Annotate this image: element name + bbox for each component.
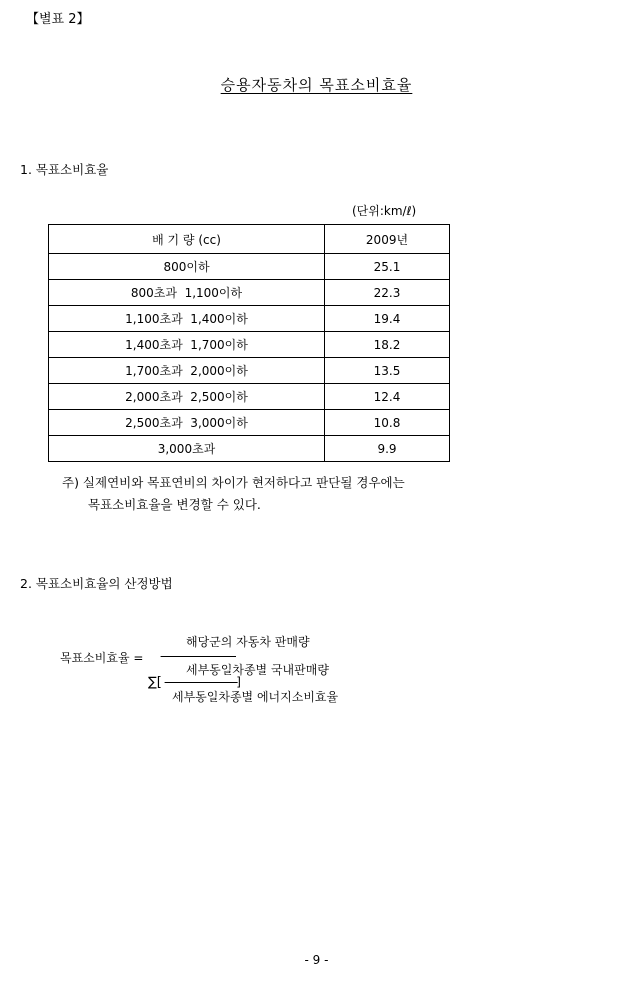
table-row: [49, 410, 450, 436]
note-line-1: 주) 실제연비와 목표연비의 차이가 현저하다고 판단될 경우에는: [62, 475, 405, 490]
efficiency-cell: 13.5: [325, 358, 450, 384]
section1-heading: 1. 목표소비효율: [20, 162, 109, 177]
efficiency-cell: 9.9: [325, 436, 450, 462]
displacement-cell: 3,000초과: [49, 436, 325, 462]
formula-main-fraction-bar: --------------------------------: [160, 649, 235, 663]
page-number: - 9 -: [304, 953, 329, 967]
displacement-cell: 2,000초과 2,500이하: [49, 384, 325, 410]
displacement-cell: 800이하: [49, 254, 325, 280]
efficiency-cell: 19.4: [325, 306, 450, 332]
table-header-displacement: 배 기 량 (cc): [49, 225, 325, 254]
table-row: [49, 436, 450, 462]
table-row: [49, 384, 450, 410]
efficiency-table: [48, 224, 450, 462]
note-line-2: 목표소비효율을 변경할 수 있다.: [88, 497, 261, 512]
formula-numerator: 해당군의 자동차 판매량: [186, 635, 310, 649]
displacement-cell: 1,400초과 1,700이하: [49, 332, 325, 358]
efficiency-cell: 10.8: [325, 410, 450, 436]
document-title: 승용자동차의 목표소비효율: [220, 76, 413, 94]
formula-lhs: 목표소비효율 =: [60, 651, 144, 665]
displacement-cell: 1,700초과 2,000이하: [49, 358, 325, 384]
sigma-symbol: ∑[: [148, 675, 162, 690]
table-header-row: [49, 225, 450, 254]
unit-label: (단위:km/ℓ): [352, 204, 417, 218]
attachment-label: 【별표 2】: [26, 12, 90, 27]
formula-inner-numerator: 세부동일차종별 국내판매량: [186, 663, 329, 677]
displacement-cell: 800초과 1,100이하: [49, 280, 325, 306]
displacement-cell: 2,500초과 3,000이하: [49, 410, 325, 436]
efficiency-cell: 12.4: [325, 384, 450, 410]
displacement-cell: 1,100초과 1,400이하: [49, 306, 325, 332]
table-row: [49, 332, 450, 358]
table-row: [49, 254, 450, 280]
efficiency-cell: 25.1: [325, 254, 450, 280]
efficiency-cell: 18.2: [325, 332, 450, 358]
section2-heading: 2. 목표소비효율의 산정방법: [20, 576, 173, 591]
table-header-year: 2009년: [325, 225, 450, 254]
formula-inner-denominator: 세부동일차종별 에너지소비효율: [172, 690, 339, 704]
formula-inner-fraction-bar: -------------------------------]: [164, 675, 239, 689]
table-row: [49, 306, 450, 332]
efficiency-cell: 22.3: [325, 280, 450, 306]
table-row: [49, 358, 450, 384]
table-row: [49, 280, 450, 306]
